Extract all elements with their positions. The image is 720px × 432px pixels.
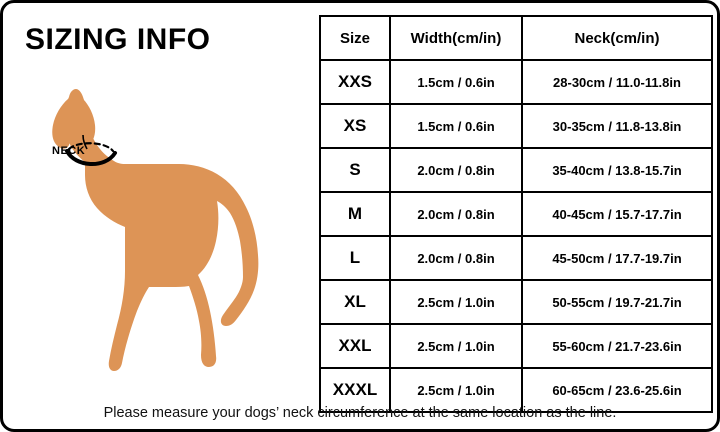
cell-size: XXS	[320, 60, 390, 104]
cell-width: 2.0cm / 0.8in	[390, 236, 522, 280]
cell-width: 2.5cm / 1.0in	[390, 324, 522, 368]
table-row	[320, 324, 712, 368]
neck-label: NECK	[52, 145, 86, 157]
cell-width: 1.5cm / 0.6in	[390, 60, 522, 104]
cell-neck: 60-65cm / 23.6-25.6in	[522, 368, 712, 412]
table-row	[320, 236, 712, 280]
cell-width: 2.0cm / 0.8in	[390, 192, 522, 236]
cell-width: 2.0cm / 0.8in	[390, 148, 522, 192]
cell-neck: 30-35cm / 11.8-13.8in	[522, 104, 712, 148]
sizing-table	[319, 15, 713, 413]
cell-size: XS	[320, 104, 390, 148]
cell-size: XXXL	[320, 368, 390, 412]
cell-size: XXL	[320, 324, 390, 368]
table-row	[320, 192, 712, 236]
column-header-neck: Neck(cm/in)	[522, 16, 712, 60]
column-header-size: Size	[320, 16, 390, 60]
table-row	[320, 60, 712, 104]
cell-neck: 45-50cm / 17.7-19.7in	[522, 236, 712, 280]
table-header-row	[320, 16, 712, 60]
cell-neck: 28-30cm / 11.0-11.8in	[522, 60, 712, 104]
cell-neck: 35-40cm / 13.8-15.7in	[522, 148, 712, 192]
column-header-width: Width(cm/in)	[390, 16, 522, 60]
cell-neck: 50-55cm / 19.7-21.7in	[522, 280, 712, 324]
cell-width: 1.5cm / 0.6in	[390, 104, 522, 148]
table-row	[320, 104, 712, 148]
dog-illustration	[21, 75, 301, 375]
footer-note: Please measure your dogs’ neck circumference at the same location as the line.	[103, 405, 617, 421]
illustration-panel	[3, 3, 313, 395]
cell-width: 2.5cm / 1.0in	[390, 368, 522, 412]
cell-size: L	[320, 236, 390, 280]
page-title: SIZING INFO	[25, 23, 211, 56]
cell-width: 2.5cm / 1.0in	[390, 280, 522, 324]
cell-neck: 40-45cm / 15.7-17.7in	[522, 192, 712, 236]
cell-size: S	[320, 148, 390, 192]
cell-size: M	[320, 192, 390, 236]
cell-size: XL	[320, 280, 390, 324]
dog-silhouette	[52, 89, 258, 371]
cell-neck: 55-60cm / 21.7-23.6in	[522, 324, 712, 368]
table-row	[320, 148, 712, 192]
table-row	[320, 280, 712, 324]
